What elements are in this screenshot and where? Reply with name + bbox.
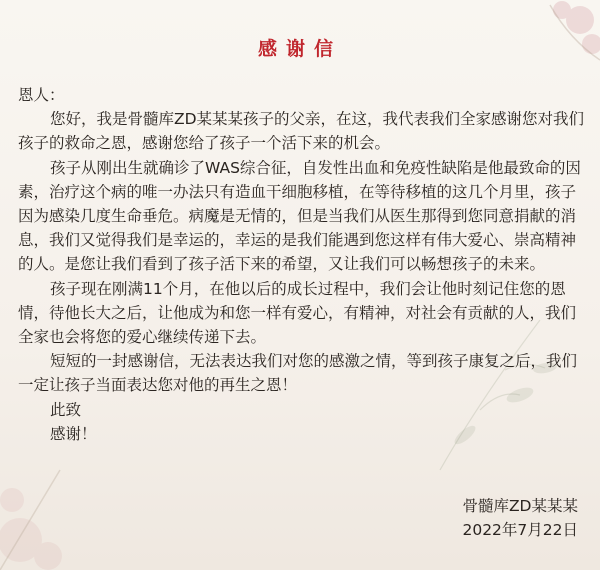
salutation: 恩人：: [18, 86, 65, 104]
signature-date: 2022年7月22日: [462, 521, 578, 539]
signature-block: [462, 494, 578, 542]
paragraph: 孩子从刚出生就确诊了WAS综合征，自发性出血和免疫性缺陷是他最致命的因素，治疗这个病的唯一办法只有造血干细胞移植，在等待移植的这几个月里，孩子因为感染几度生命垂危。病魔是无情的，但是当我们从医生那得到您同意捐献的消息，我们又觉得我们是幸运的，幸运的是我们能遇到您这样有伟大爱心、崇高精神的人。是您让我们看到了孩子活下来的希望，又让我们可以畅想孩子的未来。: [18, 158, 581, 274]
letter-body: [18, 83, 590, 446]
letter-title: 感谢信: [257, 38, 342, 60]
paragraph: 短短的一封感谢信，无法表达我们对您的感激之情，等到孩子康复之后，我们一定让孩子当面表达您对他的再生之恩！: [18, 352, 578, 395]
closing-line: 此致: [50, 400, 82, 419]
closing-line: 感谢！: [50, 424, 97, 443]
signature-name: 骨髓库ZD某某某: [462, 497, 578, 515]
paragraph: 您好，我是骨髓库ZD某某某孩子的父亲，在这，我代表我们全家感谢您对我们孩子的救命之恩，感谢您给了孩子一个活下来的机会。: [18, 110, 585, 153]
paragraph: 孩子现在刚满11个月，在他以后的成长过程中，我们会让他时刻记住您的恩情，待他长大之后，让他成为和您一样有爱心，有精神，对社会有贡献的人，我们全家也会将您的爱心继续传递下去。: [18, 279, 577, 347]
